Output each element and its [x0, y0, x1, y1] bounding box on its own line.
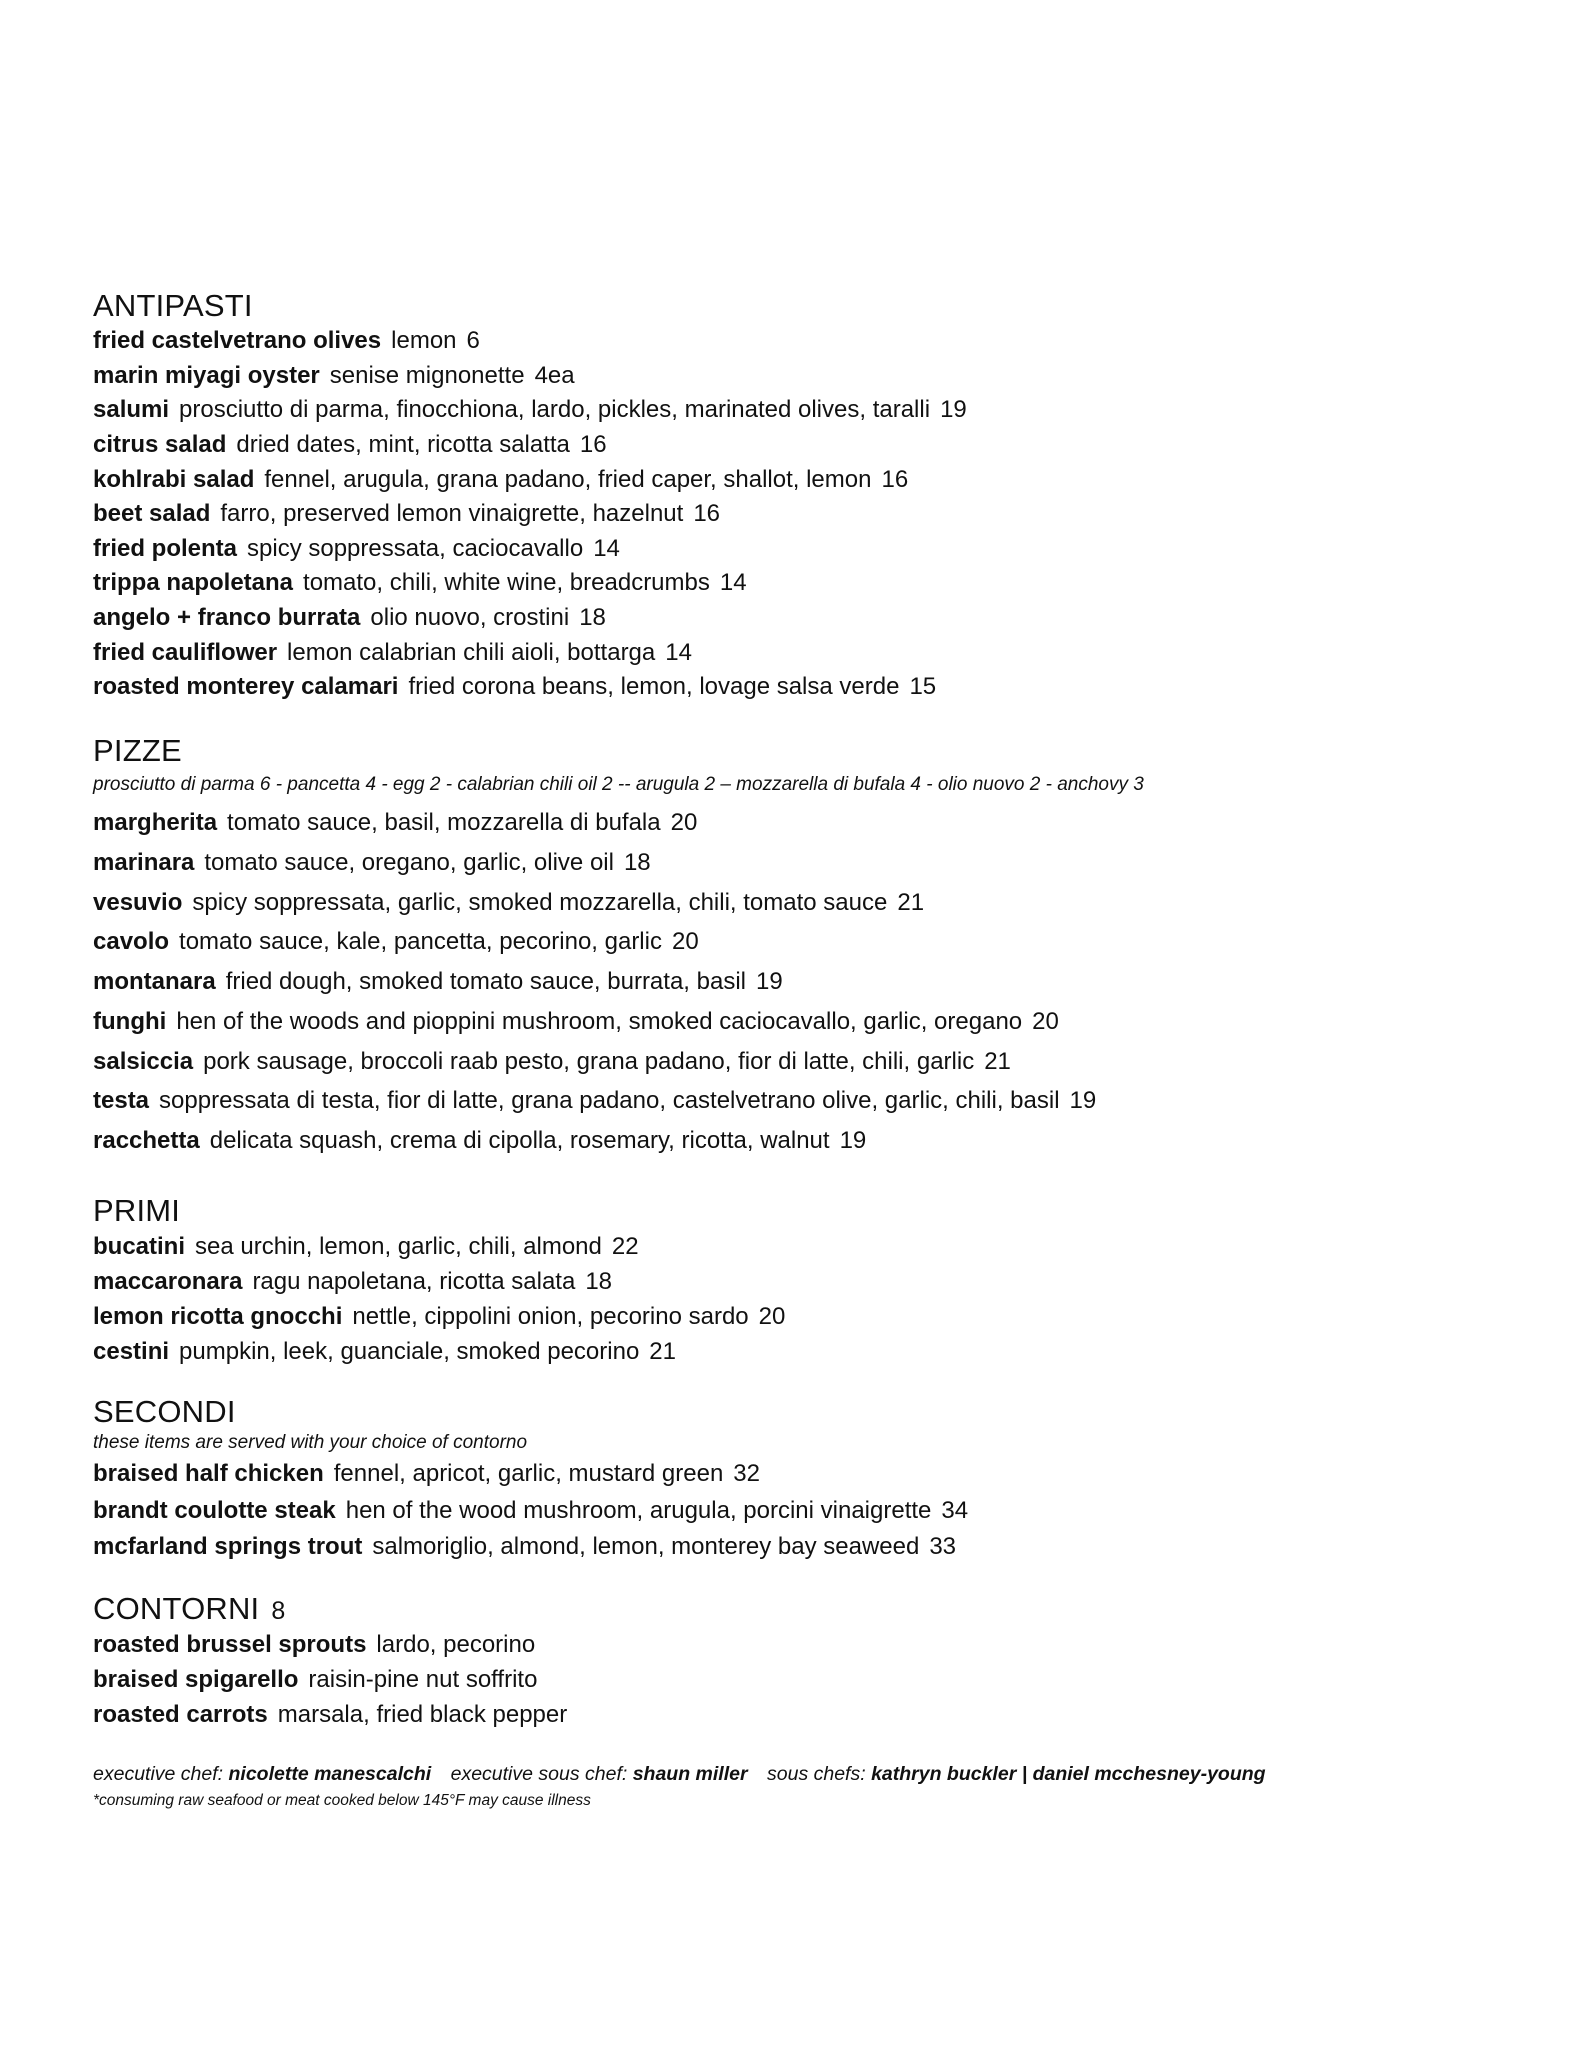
item-description: nettle, cippolini onion, pecorino sardo — [352, 1303, 749, 1331]
item-description: dried dates, mint, ricotta salatta — [236, 430, 570, 458]
item-list — [93, 324, 1533, 705]
menu-item — [93, 1229, 1533, 1264]
menu-item — [93, 1334, 1533, 1369]
item-description: fennel, apricot, garlic, mustard green — [333, 1460, 724, 1488]
disclaimer: *consuming raw seafood or meat cooked below 145°F may cause illness — [93, 1792, 591, 1810]
item-price: 16 — [881, 465, 909, 493]
item-description: marsala, fried black pepper — [277, 1701, 568, 1729]
item-price: 21 — [984, 1047, 1011, 1075]
menu-item — [93, 1264, 1533, 1299]
item-price: 14 — [593, 534, 620, 562]
menu-item — [93, 1493, 1533, 1530]
item-description: tomato sauce, kale, pancetta, pecorino, garlic — [179, 928, 662, 956]
item-name: funghi — [93, 1007, 167, 1035]
menu-item — [93, 393, 1533, 428]
section-title-pizze: PIZZE — [93, 732, 182, 768]
item-price: 4ea — [534, 361, 575, 389]
menu-item — [93, 670, 1533, 705]
secondi-note: these items are served with your choice of contorno — [93, 1432, 528, 1454]
item-description: pork sausage, broccoli raab pesto, grana padano, fior di latte, chili, garlic — [203, 1047, 975, 1075]
item-price: 14 — [719, 569, 747, 597]
item-name: bucatini — [93, 1233, 186, 1261]
item-price: 20 — [671, 928, 699, 956]
menu — [93, 287, 1533, 1812]
item-description: soppressata di testa, fior di latte, grana padano, castelvetrano olive, garlic, chili, basil — [159, 1087, 1060, 1115]
item-price: 18 — [585, 1268, 613, 1296]
item-price: 33 — [929, 1533, 957, 1561]
item-price: 20 — [670, 808, 698, 836]
item-name: roasted monterey calamari — [93, 673, 399, 701]
item-name: salsiccia — [93, 1047, 194, 1075]
menu-item — [93, 1662, 1533, 1697]
item-price: 22 — [611, 1233, 639, 1261]
menu-item — [93, 324, 1533, 359]
item-name: braised half chicken — [93, 1460, 324, 1488]
item-list — [93, 1456, 1533, 1566]
item-price: 21 — [897, 888, 925, 916]
item-price: 16 — [579, 430, 607, 458]
section-title-contorni — [93, 1590, 1533, 1627]
item-description: fried dough, smoked tomato sauce, burrata, basil — [225, 968, 746, 996]
menu-item — [93, 1002, 1533, 1042]
item-list — [93, 803, 1533, 1161]
item-price: 32 — [733, 1460, 760, 1488]
item-name: marinara — [93, 848, 195, 876]
menu-item — [93, 601, 1533, 636]
item-price: 21 — [649, 1338, 676, 1366]
menu-item — [93, 843, 1533, 883]
menu-item — [93, 463, 1533, 498]
item-name: brandt coulotte steak — [93, 1496, 336, 1524]
item-price: 19 — [756, 968, 783, 996]
item-price: 6 — [466, 327, 480, 355]
section-primi — [93, 1192, 1533, 1369]
item-name: cestini — [93, 1338, 170, 1366]
item-name: fried castelvetrano olives — [93, 327, 382, 355]
exec-sous-chef-name: shaun miller — [632, 1763, 748, 1786]
item-description: hen of the wood mushroom, arugula, porcini vinaigrette — [345, 1496, 932, 1524]
item-name: trippa napoletana — [93, 569, 294, 597]
sous-chefs-names: kathryn buckler | daniel mcchesney-young — [871, 1763, 1266, 1786]
menu-item — [93, 1121, 1533, 1161]
menu-item — [93, 1697, 1533, 1732]
item-name: cavolo — [93, 928, 170, 956]
item-description: hen of the woods and pioppini mushroom, smoked caciocavallo, garlic, oregano — [176, 1007, 1023, 1035]
item-price: 18 — [579, 603, 606, 631]
section-secondi — [93, 1393, 1533, 1566]
item-description: spicy soppressata, garlic, smoked mozzarella, chili, tomato sauce — [192, 888, 888, 916]
item-description: salmoriglio, almond, lemon, monterey bay seaweed — [372, 1533, 920, 1561]
item-name: citrus salad — [93, 430, 227, 458]
sous-chefs-label: sous chefs: — [767, 1763, 866, 1786]
item-description: fennel, arugula, grana padano, fried caper, shallot, lemon — [264, 465, 872, 493]
item-description: pumpkin, leek, guanciale, smoked pecorino — [179, 1338, 640, 1366]
item-price: 20 — [1032, 1007, 1059, 1035]
item-price: 20 — [758, 1303, 786, 1331]
chef-credits — [93, 1758, 1533, 1790]
item-description: senise mignonette — [329, 361, 525, 389]
item-name: vesuvio — [93, 888, 183, 916]
item-price: 16 — [693, 500, 721, 528]
menu-item — [93, 532, 1533, 567]
item-price: 19 — [940, 396, 967, 424]
menu-item — [93, 428, 1533, 463]
item-description: lardo, pecorino — [376, 1631, 536, 1659]
contorni-price: 8 — [271, 1596, 286, 1625]
menu-item — [93, 922, 1533, 962]
item-description: lemon — [391, 327, 457, 355]
menu-item — [93, 359, 1533, 394]
item-name: beet salad — [93, 500, 211, 528]
item-name: roasted carrots — [93, 1701, 268, 1729]
item-name: racchetta — [93, 1127, 200, 1155]
item-name: montanara — [93, 968, 216, 996]
item-description: lemon calabrian chili aioli, bottarga — [287, 638, 656, 666]
item-price: 19 — [1069, 1087, 1097, 1115]
item-description: raisin-pine nut soffrito — [308, 1666, 538, 1694]
item-list — [93, 1229, 1533, 1369]
item-name: lemon ricotta gnocchi — [93, 1303, 343, 1331]
item-description: ragu napoletana, ricotta salata — [252, 1268, 576, 1296]
menu-item — [93, 883, 1533, 923]
section-title-primi: PRIMI — [93, 1193, 181, 1229]
exec-sous-chef-label: executive sous chef: — [450, 1763, 628, 1786]
menu-item — [93, 803, 1533, 843]
item-name: marin miyagi oyster — [93, 361, 320, 389]
item-name: testa — [93, 1087, 150, 1115]
item-price: 18 — [623, 848, 651, 876]
item-price: 34 — [941, 1496, 969, 1524]
menu-item — [93, 1456, 1533, 1493]
section-antipasti — [93, 287, 1533, 705]
menu-item — [93, 1627, 1533, 1662]
menu-item — [93, 497, 1533, 532]
menu-item — [93, 1081, 1533, 1121]
section-title-text: CONTORNI — [93, 1590, 260, 1626]
item-description: olio nuovo, crostini — [370, 603, 570, 631]
item-name: roasted brussel sprouts — [93, 1631, 367, 1659]
item-description: prosciutto di parma, finocchiona, lardo, pickles, marinated olives, taralli — [179, 396, 931, 424]
item-description: fried corona beans, lemon, lovage salsa verde — [408, 673, 900, 701]
item-name: fried cauliflower — [93, 638, 278, 666]
menu-item — [93, 1529, 1533, 1566]
item-name: margherita — [93, 808, 218, 836]
exec-chef-name: nicolette manescalchi — [228, 1763, 432, 1786]
item-price: 15 — [909, 673, 937, 701]
item-description: tomato sauce, oregano, garlic, olive oil — [204, 848, 614, 876]
item-price: 14 — [665, 638, 692, 666]
item-name: angelo + franco burrata — [93, 603, 361, 631]
item-price: 19 — [839, 1127, 867, 1155]
item-description: spicy soppressata, caciocavallo — [247, 534, 584, 562]
exec-chef-label: executive chef: — [93, 1763, 224, 1786]
item-name: kohlrabi salad — [93, 465, 255, 493]
menu-item — [93, 636, 1533, 671]
item-name: fried polenta — [93, 534, 238, 562]
item-description: tomato, chili, white wine, breadcrumbs — [303, 569, 710, 597]
pizza-addons-note: prosciutto di parma 6 - pancetta 4 - egg 2 - calabrian chili oil 2 -- arugula 2 – mozzarella di bufala 4 - olio nuovo 2 - anchovy 3 — [93, 773, 1144, 795]
item-name: braised spigarello — [93, 1666, 299, 1694]
menu-item — [93, 566, 1533, 601]
item-name: maccaronara — [93, 1268, 243, 1296]
menu-item — [93, 1042, 1533, 1082]
section-contorni — [93, 1590, 1533, 1732]
menu-item — [93, 962, 1533, 1002]
section-pizze — [93, 732, 1533, 1161]
item-description: farro, preserved lemon vinaigrette, hazelnut — [220, 500, 684, 528]
item-description: delicata squash, crema di cipolla, rosemary, ricotta, walnut — [209, 1127, 830, 1155]
item-list — [93, 1627, 1533, 1732]
item-description: tomato sauce, basil, mozzarella di bufala — [227, 808, 661, 836]
item-name: salumi — [93, 396, 170, 424]
item-name: mcfarland springs trout — [93, 1533, 363, 1561]
section-title-secondi: SECONDI — [93, 1394, 236, 1430]
section-title-antipasti: ANTIPASTI — [93, 288, 253, 323]
item-description: sea urchin, lemon, garlic, chili, almond — [195, 1233, 602, 1261]
menu-item — [93, 1299, 1533, 1334]
